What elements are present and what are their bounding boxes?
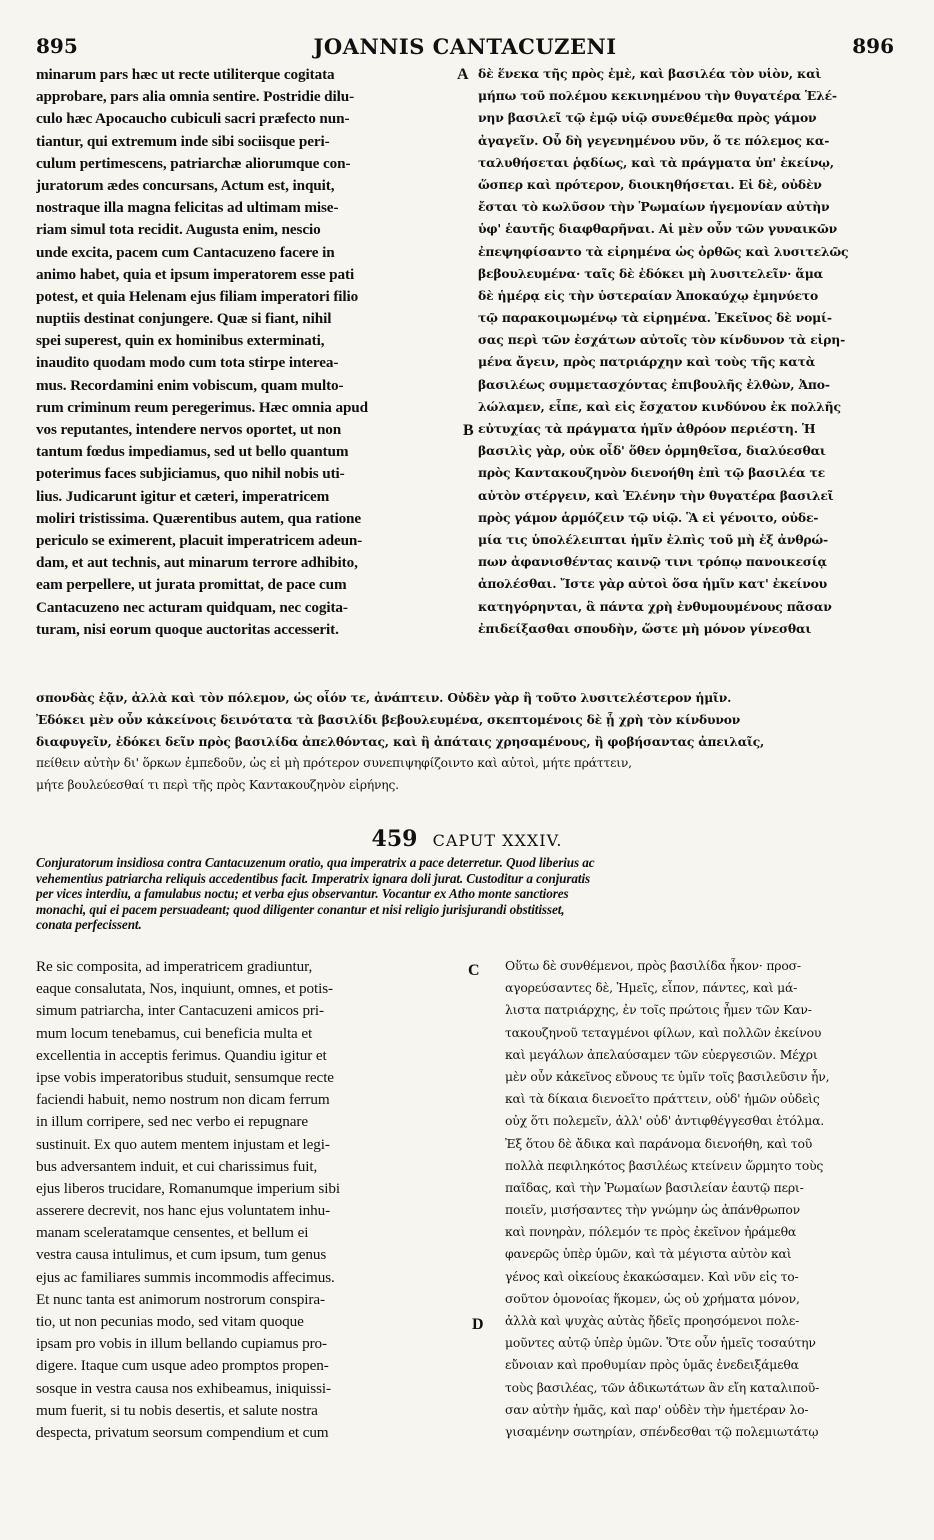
lower-latin-column <box>36 958 456 1446</box>
text-line: φανερῶς ὑπὲρ ὑμῶν, καὶ τὰ μέγιστα αὐτὸν καὶ <box>505 1246 792 1262</box>
text-line: δὲ ἕνεκα τῆς πρὸς ἐμὲ, καὶ βασιλέα τὸν υἱὸν, καὶ <box>478 66 822 81</box>
text-line: inaudito quodam modo cum tota stirpe interea- <box>36 354 339 372</box>
text-line: καὶ μεγάλων ἀπελαύσαμεν τῶν εὐεργεσιῶν. Μέχρι <box>505 1046 818 1062</box>
text-line: μήπω τοῦ πολέμου κεκινημένου τὴν θυγατέρα Ἑλέ- <box>478 88 837 104</box>
text-line: tio, ut non pecunias modo, sed vitam quoque <box>36 1313 304 1330</box>
text-line: βασιλέως συμμετασχόντας ἐπιβουλῆς ἐλθὼν, Ἀπο- <box>478 376 830 392</box>
text-line: πων ἀφανισθέντας καινῷ τινι τρόπῳ πανοικεσίᾳ <box>478 554 827 570</box>
text-line: approbare, pars alia omnia sentire. Postridie dilu- <box>36 88 355 106</box>
text-line: ποιεῖν, μισήσαντες τὴν γνώμην ὡς ἀπάνθρωπον <box>505 1202 800 1218</box>
chapter-heading <box>0 826 934 852</box>
text-line: simum patriarcha, inter Cantacuzeni amicos pri- <box>36 1002 324 1020</box>
text-line: mum fuerit, si tu nobis desertis, et salute nostra <box>36 1401 318 1419</box>
text-line: despecta, privatum seorsum compendium et cum <box>36 1423 329 1441</box>
text-line: μία τις ὑπολέλειπται ἡμῖν ἐλπὶς τοῦ μὴ ἐξ ἀνθρώ- <box>478 531 828 547</box>
text-line: διαφυγεῖν, ἐδόκει δεῖν πρὸς βασιλίδα ἀπελθόντας, καὶ ἢ ἀπάταις χρησαμένους, ἢ φοβήσαντας ἀπειλαῖς, <box>36 734 765 749</box>
upper-latin-column <box>36 66 452 643</box>
text-line: ejus ac familiares summis incommodis affecimus. <box>36 1268 335 1286</box>
text-line: ἀλλὰ καὶ ψυχὰς αὐτὰς ἤδεῖς προησόμενοι πολε- <box>505 1313 800 1328</box>
text-line: ipse vobis imperatoribus studuit, sensumque recte <box>36 1068 334 1086</box>
text-line: λώλαμεν, εἶπε, καὶ εἰς ἔσχατον κινδύνου ἐκ πολλῆς <box>478 398 841 414</box>
text-line: βασιλὶς γὰρ, οὐκ οἶδ' ὅθεν ὁρμηθεῖσα, διαλύεσθαι <box>478 443 826 459</box>
text-line: minarum pars hæc ut recte utiliterque cogitata <box>36 66 335 83</box>
text-line: moliri tristissima. Quærentibus autem, qua ratione <box>36 509 362 527</box>
text-line: Cantacuzeno nec acturam quidquam, nec cogita- <box>36 598 348 616</box>
text-line: σας περὶ τῶν ἐσχάτων αὐτοῖς τὸν κίνδυνον τὰ εἰρη- <box>478 332 846 348</box>
text-line: ἔσται τὸ κωλῦσον τὴν Ῥωμαίων ἡγεμονίαν αὐτὴν <box>478 199 830 215</box>
text-line: tiantur, qui extremum inde sibi sociisque peri- <box>36 132 330 150</box>
text-line: turam, nisi eorum quoque auctoritas accesserit. <box>36 620 339 638</box>
chapter-summary <box>36 855 898 933</box>
text-line: conata perfecissent. <box>36 917 142 933</box>
text-line: vos reputantes, intendere nervos oportet, ut non <box>36 421 342 438</box>
margin-letter-b: B <box>463 422 474 439</box>
text-line: eam perpellere, ut jurata promittat, de pace cum <box>36 576 347 594</box>
text-line: αὐτὸν στέργειν, καὶ Ἑλένην τὴν θυγατέρα βασιλεῖ <box>478 487 834 503</box>
text-line: eaque consalutata, Nos, inquiunt, omnes, et potis- <box>36 980 334 998</box>
text-line: πρὸς Καντακουζηνὸν διενοήθη ἐπὶ τῷ βασιλέα τε <box>478 465 825 481</box>
text-line: γισαμένην σωτηρίαν, σπένδεσθαι τῷ πολεμιωτάτῳ <box>505 1423 819 1439</box>
running-title: JOANNIS CANTACUZENI <box>313 34 617 59</box>
text-line: πολλὰ πεφιληκότος βασιλέως κτείνειν ὥρμητο τοὺς <box>505 1157 824 1173</box>
text-line: Ἐδόκει μὲν οὖν κἀκείνοις δεινότατα τὰ βασιλίδι βεβουλευμένα, σκεπτομένοις δὲ ᾗ χρὴ τὸν κίνδυνον <box>36 712 741 727</box>
text-line: periculo se eximerent, placuit imperatricem adeun- <box>36 531 363 549</box>
text-line: nostraque illa magna felicitas ad ultimam mise- <box>36 199 339 217</box>
text-line: οὐχ ὅτι πολεμεῖν, ἀλλ' οὐδ' ἀντιφθέγγεσθαι ἐτόλμα. <box>505 1113 825 1129</box>
text-line: in illum corripere, sed nec verbo ei repugnare <box>36 1113 309 1131</box>
text-line: rum criminum reum peregerimus. Hæc omnia apud <box>36 398 368 416</box>
lower-greek-column <box>505 958 899 1446</box>
text-line: πρὸς γάμον ἁρμόζειν τῷ υἱῷ. Ἃ εἰ γένοιτο, οὐδε- <box>478 509 819 525</box>
text-line: potest, et quia Helenam ejus filiam imperatori filio <box>36 287 359 305</box>
text-line: per vices interdiu, a famulabus noctu; et verba ejus observantur. Vocantur ex Atho monte sanctiores <box>36 886 569 902</box>
text-line: Re sic composita, ad imperatricem gradiuntur, <box>36 958 313 975</box>
text-line: culum pertimescens, patriarchæ aliorumque con- <box>36 154 351 172</box>
text-line: faciendi habuit, nemo nostrum non dicam ferrum <box>36 1091 330 1109</box>
text-line: vehementius patriarcha reliquis accedentibus facit. Imperatrix ignara doli jurat. Custoditur a conjuratis <box>36 870 591 886</box>
text-line: sosque in vestra causa nos exhibeamus, iniquissi- <box>36 1379 332 1397</box>
text-line: nuptiis destinat conjungere. Quæ si fiant, nihil <box>36 310 332 328</box>
text-line: ipsam pro vobis in illum bellando cupiamus pro- <box>36 1335 327 1353</box>
text-line: εὐτυχίας τὰ πράγματα ἡμῖν ἀθρόον περιέστη. Ἡ <box>478 421 816 436</box>
text-line: βεβουλευμένα· ταῖς δὲ ἐδόκει μὴ λυσιτελεῖν· ἅμα <box>478 265 823 281</box>
text-line: παῖδας, καὶ τὴν Ῥωμαίων βασιλείαν ἑαυτῷ περι- <box>505 1179 804 1195</box>
text-line: νην βασιλεῖ τῷ ἐμῷ υἱῷ συνεθέμεθα πρὸς γάμον <box>478 110 817 126</box>
margin-letter-a: A <box>457 66 469 83</box>
text-line: μὲν οὖν κἀκεῖνος εὔνους τε ὑμῖν τοῖς βασιλεῦσιν ἦν, <box>505 1068 830 1084</box>
upper-greek-column <box>478 66 898 643</box>
text-line: δὲ ἡμέρᾳ εἰς τὴν ὑστεραίαν Ἀποκαύχῳ ἐμηνύετο <box>478 287 819 303</box>
text-line: spei superest, quin ex hominibus exterminati, <box>36 332 325 350</box>
text-line: sustinuit. Ex quo autem mentem injustam et legi- <box>36 1135 330 1153</box>
text-line: asserere decrevit, nos hanc ejus voluntatem inhu- <box>36 1202 331 1220</box>
text-line: μοῦντες αὐτῷ ὑπὲρ ὑμῶν. Ὅτε οὖν ἡμεῖς τοσαύτην <box>505 1335 816 1351</box>
text-line: Conjuratorum insidiosa contra Cantacuzenum oratio, qua imperatrix a pace deterretur. Quod liberius ac <box>36 855 595 870</box>
text-line: poterimus faces subjiciamus, quo nihil nobis uti- <box>36 465 345 483</box>
text-line: riam simul tota recidit. Augusta enim, nescio <box>36 221 321 239</box>
text-line: πείθειν αὐτὴν δι' ὅρκων ἐμπεδοῦν, ὡς εἰ μὴ πρότερον συνεπιψηφίζοιντο καὶ αὐτοὶ, μήτε πράττειν, <box>36 756 632 770</box>
text-line: Οὕτω δὲ συνθέμενοι, πρὸς βασιλίδα ἧκον· προσ- <box>505 958 801 973</box>
text-line: μένα ἄγειν, πρὸς πατριάρχην καὶ τοὺς τῆς κατὰ <box>478 354 816 370</box>
text-line: εὔνοιαν καὶ προθυμίαν πρὸς ὑμᾶς ἐνεδειξάμεθα <box>505 1357 799 1373</box>
text-line: excellentia in acceptis ferimus. Quandiu igitur et <box>36 1046 327 1064</box>
chapter-title: CAPUT XXXIV. <box>432 831 563 850</box>
text-line: καὶ πονηρὰν, πόλεμόν τε πρὸς ἐκεῖνον ἠράμεθα <box>505 1224 797 1240</box>
text-line: ἀγαγεῖν. Οὗ δὴ γεγενημένου νῦν, ὅ τε πόλεμος κα- <box>478 132 830 148</box>
text-line: culo hæc Apocaucho cubiculi sacri præfecto nun- <box>36 110 350 128</box>
chapter-number: 459 <box>371 826 418 852</box>
text-line: τακουζηνοῦ τεταγμένοι φίλων, καὶ πολλῶν ἐκείνου <box>505 1024 822 1040</box>
text-line: lius. Judicarunt igitur et cæteri, imperatricem <box>36 487 330 505</box>
text-line: tantum fœdus impediamus, sed ut bello quantum <box>36 443 349 461</box>
text-line: ὑφ' ἑαυτῆς διαφθαρῆναι. Αἱ μὲν οὖν τῶν γυναικῶν <box>478 221 838 237</box>
running-header <box>36 34 894 60</box>
text-line: σοῦτον ὁμονοίας ἥκομεν, ὡς οὐ χρήματα μόνον, <box>505 1290 800 1306</box>
text-line: τοὺς βασιλέας, τῶν ἀδικωτάτων ἂν εἴη καταλιποῦ- <box>505 1379 820 1395</box>
full-width-greek <box>36 690 898 800</box>
margin-letter-c: C <box>468 962 480 979</box>
page-number-left: 895 <box>36 34 78 58</box>
text-line: σπονδὰς ἐᾷν, ἀλλὰ καὶ τὸν πόλεμον, ὡς οἷόν τε, ἀνάπτειν. Οὐδὲν γὰρ ἢ τοῦτο λυσιτελέστερον ἡμῖν. <box>36 690 732 705</box>
text-line: ejus liberos trucidare, Romanumque imperium sibi <box>36 1179 340 1197</box>
text-line: Ἐξ ὅτου δὲ ἄδικα καὶ παράνομα διενοήθη, καὶ τοῦ <box>505 1135 813 1151</box>
text-line: animo habet, quia et ipsum imperatorem esse pati <box>36 265 355 283</box>
page-number-right: 896 <box>852 34 894 58</box>
text-line: ταλυθήσεται ῥᾳδίως, καὶ τὰ πράγματα ὑπ' ἐκείνῳ, <box>478 154 834 170</box>
text-line: mus. Recordamini enim vobiscum, quam multo- <box>36 376 344 394</box>
text-line: μήτε βουλεύεσθαί τι περὶ τῆς πρὸς Καντακουζηνὸν εἰρήνης. <box>36 778 399 792</box>
text-line: unde excita, pacem cum Cantacuzeno facere in <box>36 243 335 261</box>
text-line: juratorum ædes concursans, Actum est, inquit, <box>36 176 335 194</box>
text-line: γένος καὶ οἰκείους ἐκακώσαμεν. Καὶ νῦν εἰς το- <box>505 1268 799 1284</box>
text-line: σαν αὐτὴν ἡμᾶς, καὶ παρ' οὐδὲν τὴν ἡμετέραν λο- <box>505 1401 809 1417</box>
text-line: ἀπολέσθαι. Ἴστε γὰρ αὐτοὶ ὅσα ἡμῖν κατ' ἐκείνου <box>478 576 828 592</box>
margin-letter-d: D <box>472 1316 484 1333</box>
text-line: ἐπιδείξασθαι σπουδὴν, ὥστε μὴ μόνον γίνεσθαι <box>478 620 812 636</box>
text-line: digere. Itaque cum usque adeo promptos propen- <box>36 1357 329 1375</box>
text-line: monachi, qui ei pacem persuadeant; quod diligenter conantur et nisi religio jurisjurandi obstitisset, <box>36 901 565 917</box>
text-line: vestra causa intulimus, et cum ipsum, tum genus <box>36 1246 327 1264</box>
text-line: αγορεύσαντες δὲ, Ἡμεῖς, εἶπον, πάντες, καὶ μά- <box>505 980 798 996</box>
text-line: bus adversantem induit, et cui charissimus fuit, <box>36 1157 318 1175</box>
text-line: Et nunc tanta est animorum nostrorum conspira- <box>36 1290 325 1308</box>
text-line: manam sceleratamque censentes, et bellum ei <box>36 1224 309 1242</box>
text-line: καὶ τὰ δίκαια διενοεῖτο πράττειν, οὐδ' ἡμῶν οὐδεὶς <box>505 1091 820 1107</box>
text-line: λιστα πατριάρχης, ἐν τοῖς πρώτοις ἦμεν τῶν Καν- <box>505 1002 812 1018</box>
text-line: mum locum tenebamus, cui beneficia multa et <box>36 1024 313 1042</box>
text-line: ἐπεψηφίσαντο τὰ εἰρημένα ὡς ὀρθῶς καὶ λυσιτελῶς <box>478 243 849 259</box>
text-line: τῷ παρακοιμωμένῳ τὰ εἰρημένα. Ἐκεῖνος δὲ νομί- <box>478 310 832 326</box>
text-line: ὥσπερ καὶ πρότερον, διοικηθήσεται. Εἰ δὲ, οὐδὲν <box>478 176 822 192</box>
text-line: dam, et aut technis, aut minarum terrore adhibito, <box>36 554 358 572</box>
text-line: κατηγόρηνται, ἃ πάντα χρὴ ἐνθυμουμένους πᾶσαν <box>478 598 832 614</box>
